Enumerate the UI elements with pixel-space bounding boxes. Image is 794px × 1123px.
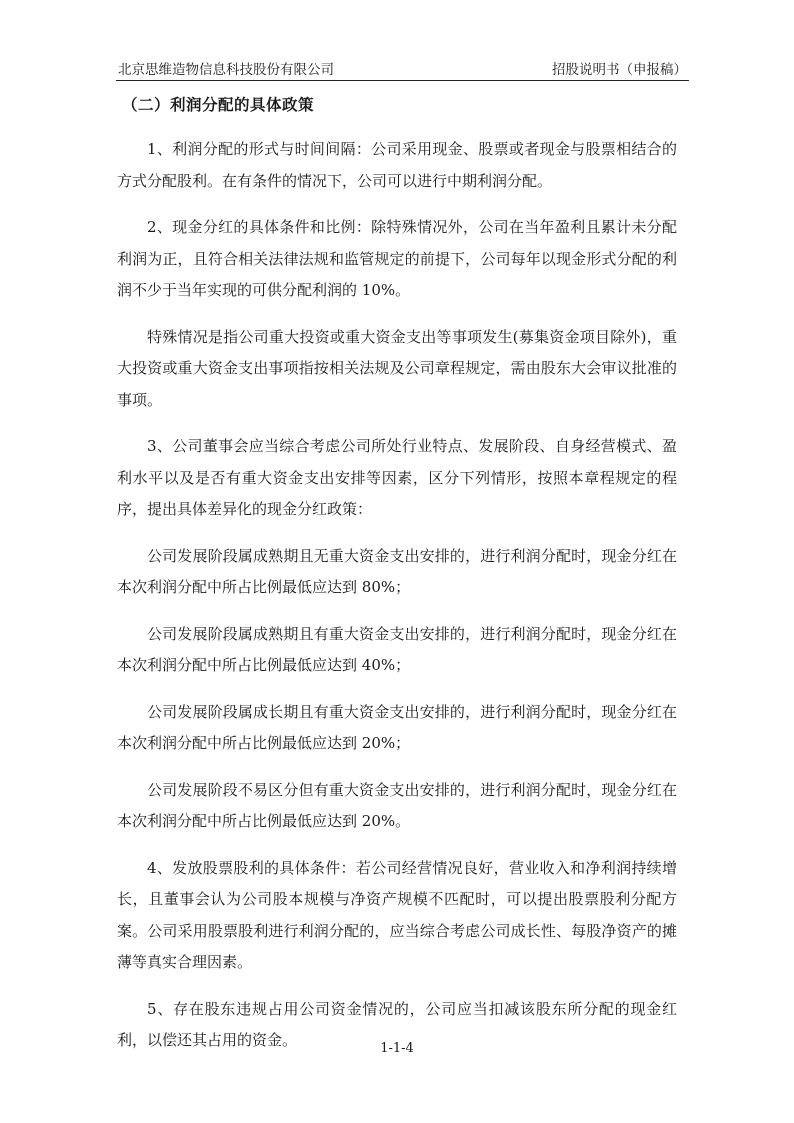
paragraph-indistinguishable-stage: 公司发展阶段不易区分但有重大资金支出安排的，进行利润分配时，现金分红在本次利润分配中所占比例最低应达到 20%。 [117, 780, 677, 830]
header-document-type: 招股说明书（申报稿） [552, 62, 687, 78]
page-number: 1-1-4 [380, 1041, 414, 1056]
header-company-name: 北京思维造物信息科技股份有限公司 [118, 62, 334, 78]
paragraph-shareholder-fund-occupation: 5、存在股东违规占用公司资金情况的，公司应当扣减该股东所分配的现金红利，以偿还其占用的资金。 [117, 999, 677, 1049]
paragraph-distribution-form: 1、利润分配的形式与时间间隔：公司采用现金、股票或者现金与股票相结合的方式分配股利。在有条件的情况下，公司可以进行中期利润分配。 [117, 140, 677, 190]
paragraph-special-circumstances: 特殊情况是指公司重大投资或重大资金支出等事项发生(募集资金项目除外)，重大投资或重大资金支出事项指按相关法规及公司章程规定，需由股东大会审议批准的事项。 [117, 327, 677, 409]
page-header [116, 56, 689, 81]
paragraph-cash-dividend-conditions: 2、现金分红的具体条件和比例：除特殊情况外，公司在当年盈利且累计未分配利润为正，且符合相关法律法规和监管规定的前提下，公司每年以现金形式分配的利润不少于当年实现的可供分配利润的 10%。 [117, 218, 677, 299]
paragraph-stock-dividend-conditions: 4、发放股票股利的具体条件：若公司经营情况良好，营业收入和净利润持续增长，且董事会认为公司股本规模与净资产规模不匹配时，可以提出股票股利分配方案。公司采用股票股利进行利润分配的，应当综合考虑公司成长性、每股净资产的摊薄等真实合理因素。 [117, 858, 677, 971]
paragraph-board-considerations: 3、公司董事会应当综合考虑公司所处行业特点、发展阶段、自身经营模式、盈利水平以及是否有重大资金支出安排等因素，区分下列情形，按照本章程规定的程序，提出具体差异化的现金分红政策： [117, 437, 677, 518]
page-body [117, 92, 677, 1072]
paragraph-mature-with-expenditure: 公司发展阶段属成熟期且有重大资金支出安排的，进行利润分配时，现金分红在本次利润分配中所占比例最低应达到 40%； [117, 624, 677, 674]
section-title: （二）利润分配的具体政策 [122, 96, 315, 114]
paragraph-growth-with-expenditure: 公司发展阶段属成长期且有重大资金支出安排的，进行利润分配时，现金分红在本次利润分配中所占比例最低应达到 20%； [117, 702, 677, 752]
paragraph-mature-no-expenditure: 公司发展阶段属成熟期且无重大资金支出安排的，进行利润分配时，现金分红在本次利润分配中所占比例最低应达到 80%； [117, 546, 677, 596]
